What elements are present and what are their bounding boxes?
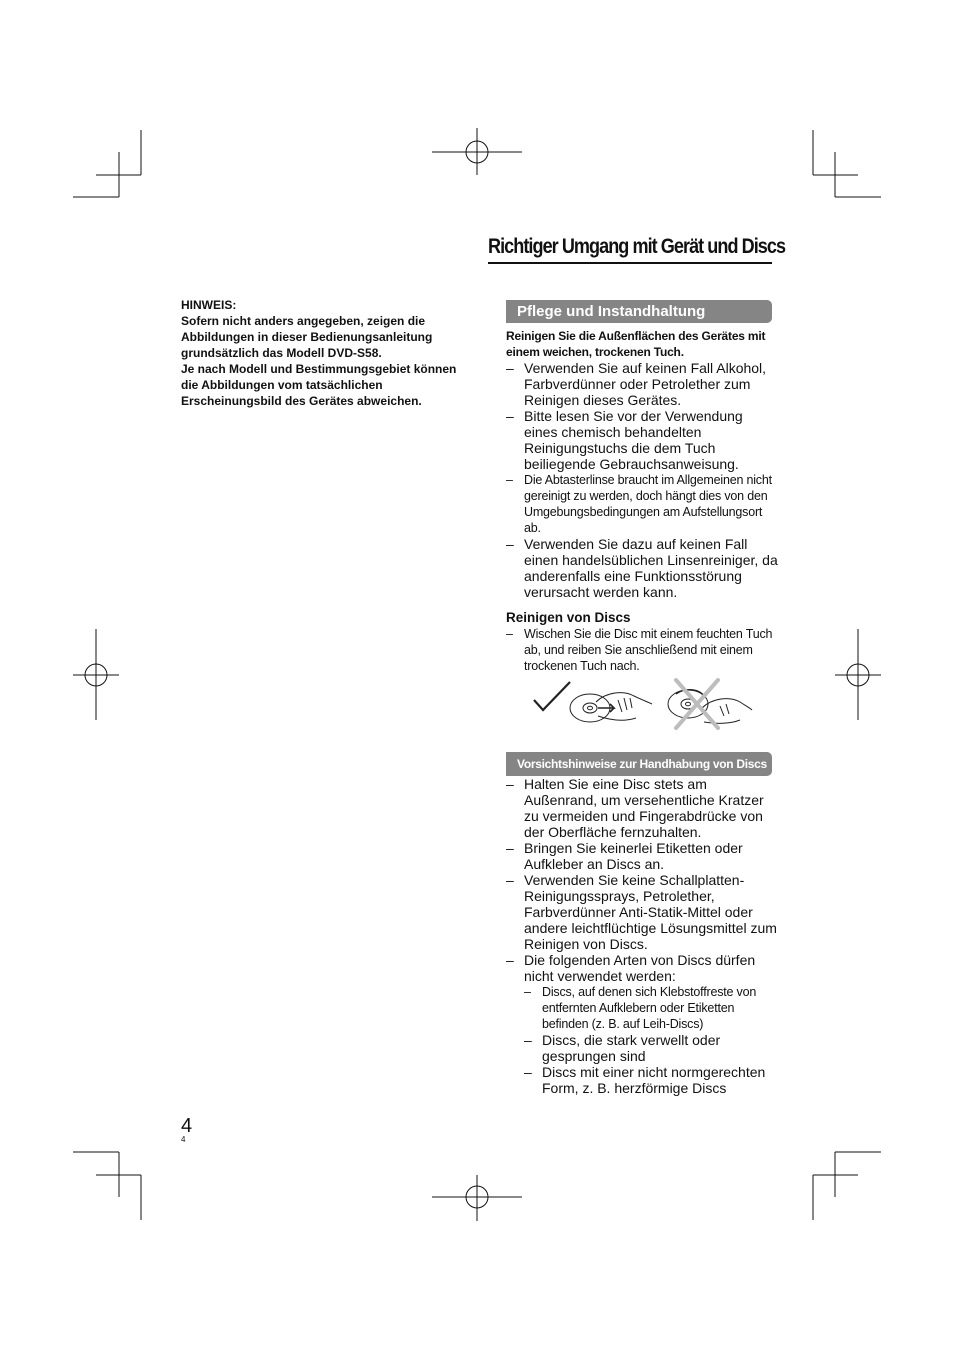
checkmark-icon [534, 682, 570, 710]
handling-sub-list [524, 984, 778, 1096]
note-block [181, 297, 471, 409]
sub-list-item: – Discs mit einer nicht normgerechten Form, z. B. herzförmige Discs [524, 1064, 778, 1096]
disc-cleaning-list [506, 626, 778, 674]
list-item-text: Die folgenden Arten von Discs dürfen nicht verwendet werden: [524, 952, 756, 984]
handling-list [506, 776, 778, 1096]
care-heading: Pflege und Instandhaltung [506, 300, 772, 323]
list-item: – Wischen Sie die Disc mit einem feuchten Tuch ab, und reiben Sie anschließend mit einem trockenen Tuch nach. [506, 626, 778, 674]
page-number: 4 [181, 1115, 193, 1137]
arrow-icon [598, 704, 614, 712]
handling-heading: Vorsichtshinweise zur Handhabung von Discs [506, 752, 772, 776]
list-item: – Bringen Sie keinerlei Etiketten oder Aufkleber an Discs an. [506, 840, 778, 872]
list-item: – Die Abtasterlinse braucht im Allgemeinen nicht gereinigt zu werden, doch hängt dies von den Umgebungsbedingungen am Aufstellungsort ab. [506, 472, 778, 536]
disc-cleaning-illustration [506, 678, 778, 738]
note-paragraph-1: Sofern nicht anders angegeben, zeigen die Abbildungen in dieser Bedienungsanleitung grundsätzlich das Modell DVD-S58. [181, 314, 433, 360]
sub-list-item: – Discs, die stark verwellt oder gesprungen sind [524, 1032, 778, 1064]
list-item: – Bitte lesen Sie vor der Verwendung eines chemisch behandelten Reinigungstuchs die dem Tuch beiliegende Gebrauchsanweisung. [506, 408, 778, 472]
care-lead: Reinigen Sie die Außenflächen des Gerätes mit einem weichen, trockenen Tuch. [506, 329, 766, 359]
page-title: Richtiger Umgang mit Gerät und Discs [488, 235, 786, 258]
hand-icon [596, 693, 652, 721]
handling-section [506, 752, 778, 1096]
note-heading: HINWEIS: [181, 298, 237, 312]
note-paragraph-2: Je nach Modell und Bestimmungsgebiet können die Abbildungen vom tatsächlichen Erscheinungsbild des Gerätes abweichen. [181, 362, 457, 408]
cross-icon [676, 680, 718, 728]
list-item: – Verwenden Sie auf keinen Fall Alkohol, Farbverdünner oder Petrolether zum Reinigen dieses Gerätes. [506, 360, 778, 408]
sub-list-item: – Discs, auf denen sich Klebstoffreste von entfernten Aufklebern oder Etiketten befinden (z. B. auf Leih-Discs) [524, 984, 778, 1032]
list-item: – Verwenden Sie keine Schallplatten-Reinigungssprays, Petrolether, Farbverdünner Anti-Statik-Mittel oder andere leichtflüchtige Lösungsmittel zum Reinigen von Discs. [506, 872, 778, 952]
title-underline [488, 262, 772, 264]
care-section [506, 300, 778, 743]
disc-cleaning-heading: Reinigen von Discs [506, 610, 631, 625]
list-item: – Halten Sie eine Disc stets am Außenrand, um versehentliche Kratzer zu vermeiden und Fingerabdrücke von der Oberfläche fernzuhalten. [506, 776, 778, 840]
list-item: – Verwenden Sie dazu auf keinen Fall einen handelsüblichen Linsenreiniger, da anderenfalls eine Funktionsstörung verursacht werden kann. [506, 536, 778, 600]
care-list [506, 360, 778, 600]
page-number-small: 4 [181, 1135, 186, 1144]
list-item [506, 952, 778, 1096]
